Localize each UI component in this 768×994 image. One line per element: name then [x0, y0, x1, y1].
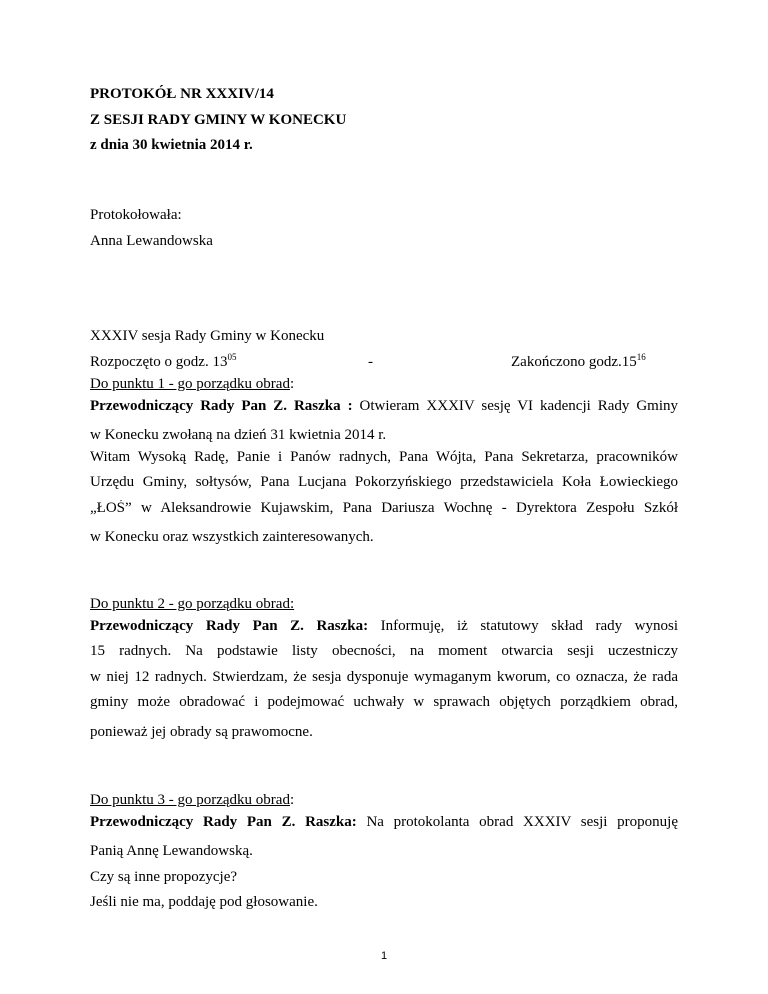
section-text-line: w Konecku zwołaną na dzień 31 kwietnia 2014 r.: [90, 427, 387, 443]
section-point-1: [90, 372, 678, 551]
session-start-minutes: 05: [227, 351, 237, 362]
section-text-line: Urzędu Gminy, sołtysów, Pana Lucjana Pokorzyńskiego przedstawiciela Koła Łowieckiego: [90, 474, 678, 490]
section-heading: Do punktu 3 - go porządku obrad:: [90, 792, 295, 808]
section-text-line: w niej 12 radnych. Stwierdzam, że sesja dysponuje wymaganym kworum, co oznacza, że rada: [90, 668, 678, 685]
document-title: [90, 82, 678, 159]
recorder-name: Anna Lewandowska: [90, 232, 213, 249]
section-heading: Do punktu 2 - go porządku obrad:: [90, 596, 295, 612]
recorder-label: Protokołowała:: [90, 207, 182, 223]
page-number: 1: [380, 950, 388, 962]
session-end: Zakończono $godz.15^{16}$: [511, 351, 646, 370]
speaker-label: Przewodniczący Rady Pan Z. Raszka :: [90, 397, 353, 414]
session-info: [90, 324, 678, 375]
section-text-line: Jeśli nie ma, poddaję pod głosowanie.: [90, 894, 318, 910]
speaker-label: Przewodniczący Rady Pan Z. Raszka:: [90, 617, 369, 634]
section-heading: Do punktu 1 - go porządku obrad:: [90, 376, 295, 392]
session-separator: -: [368, 353, 373, 370]
session-end-minutes: 16: [636, 351, 646, 362]
section-text-line: Witam Wysoką Radę, Panie i Panów radnych, Pana Wójta, Pana Sekretarza, pracowników: [90, 448, 678, 465]
speaker-label: Przewodniczący Rady Pan Z. Raszka:: [90, 813, 357, 830]
section-text-line: Przewodniczący Rady Pan Z. Raszka : Otwieram XXXIV sesję VI kadencji Rady Gminy: [90, 397, 678, 414]
section-point-2: [90, 592, 678, 745]
section-text-line: Przewodniczący Rady Pan Z. Raszka: Informuję, iż statutowy skład rady wynosi: [90, 617, 678, 634]
section-text-line: Przewodniczący Rady Pan Z. Raszka: Na protokolanta obrad XXXIV sesji proponuję: [90, 813, 678, 830]
section-text-line: Czy są inne propozycje?: [90, 868, 238, 885]
title-line-2: Z SESJI RADY GMINY W KONECKU: [90, 111, 347, 128]
section-text-line: 15 radnych. Na podstawie listy obecności, na moment otwarcia sesji uczestniczy: [90, 643, 678, 659]
title-line-3: z dnia 30 kwietnia 2014 r.: [90, 137, 253, 153]
section-point-3: [90, 788, 678, 916]
recorder-block: [90, 203, 678, 254]
section-text-line: ponieważ jej obrady są prawomocne.: [90, 723, 313, 740]
session-start: Rozpoczęto o godz. $13^{05}$: [90, 351, 237, 370]
section-text-line: Panią Annę Lewandowską.: [90, 843, 253, 859]
section-text-line: w Konecku oraz wszystkich zainteresowanych.: [90, 529, 374, 545]
title-line-1: PROTOKÓŁ NR XXXIV/14: [90, 86, 274, 102]
section-text-line: gminy może obradować i podejmować uchwały w sprawach objętych porządkiem obrad,: [90, 694, 678, 710]
section-text-line: „ŁOŚ” w Aleksandrowie Kujawskim, Pana Dariusza Wochnę - Dyrektora Zespołu Szkół: [90, 499, 678, 516]
session-title: XXXIV sesja Rady Gminy w Konecku: [90, 328, 325, 344]
